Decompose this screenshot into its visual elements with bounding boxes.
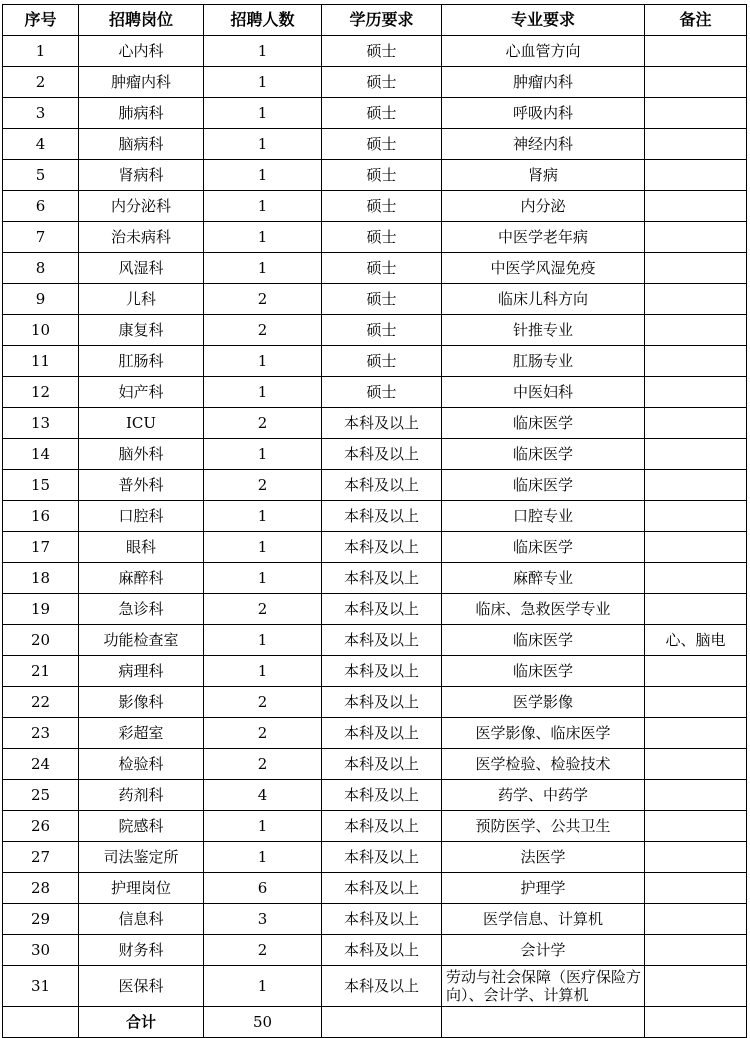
row-post: 药剂科 <box>79 780 204 811</box>
row-edu: 本科及以上 <box>322 439 442 470</box>
row-no: 9 <box>3 284 79 315</box>
table-row <box>3 532 747 563</box>
row-no: 15 <box>3 470 79 501</box>
row-major: 内分泌 <box>442 191 645 222</box>
row-no: 23 <box>3 718 79 749</box>
table-row <box>3 594 747 625</box>
table-row <box>3 780 747 811</box>
row-edu: 本科及以上 <box>322 842 442 873</box>
row-major: 临床医学 <box>442 470 645 501</box>
table-row <box>3 67 747 98</box>
row-post: 脑病科 <box>79 129 204 160</box>
total-major-cell <box>442 1007 645 1038</box>
row-post: 病理科 <box>79 656 204 687</box>
row-count: 2 <box>204 408 322 439</box>
header-edu: 学历要求 <box>322 5 442 36</box>
row-post: 院感科 <box>79 811 204 842</box>
row-count: 1 <box>204 129 322 160</box>
row-edu: 本科及以上 <box>322 749 442 780</box>
row-count: 1 <box>204 966 322 1007</box>
row-no: 20 <box>3 625 79 656</box>
row-edu: 硕士 <box>322 253 442 284</box>
row-edu: 本科及以上 <box>322 966 442 1007</box>
row-no: 26 <box>3 811 79 842</box>
table-row <box>3 439 747 470</box>
row-major: 麻醉专业 <box>442 563 645 594</box>
row-major: 预防医学、公共卫生 <box>442 811 645 842</box>
row-post: 检验科 <box>79 749 204 780</box>
row-no: 30 <box>3 935 79 966</box>
table-row <box>3 346 747 377</box>
row-note <box>645 253 747 284</box>
row-major: 神经内科 <box>442 129 645 160</box>
row-post: 护理岗位 <box>79 873 204 904</box>
row-count: 2 <box>204 718 322 749</box>
row-note <box>645 842 747 873</box>
row-edu: 硕士 <box>322 284 442 315</box>
row-major: 临床、急救医学专业 <box>442 594 645 625</box>
row-edu: 硕士 <box>322 315 442 346</box>
row-post: 信息科 <box>79 904 204 935</box>
row-edu: 硕士 <box>322 191 442 222</box>
table-row <box>3 377 747 408</box>
table-row <box>3 842 747 873</box>
row-no: 22 <box>3 687 79 718</box>
row-count: 2 <box>204 284 322 315</box>
row-edu: 硕士 <box>322 222 442 253</box>
row-post: 风湿科 <box>79 253 204 284</box>
row-note <box>645 439 747 470</box>
row-no: 8 <box>3 253 79 284</box>
table-row <box>3 191 747 222</box>
row-no: 13 <box>3 408 79 439</box>
row-note <box>645 532 747 563</box>
table-row <box>3 904 747 935</box>
row-post: 妇产科 <box>79 377 204 408</box>
row-count: 2 <box>204 470 322 501</box>
row-count: 1 <box>204 842 322 873</box>
row-no: 28 <box>3 873 79 904</box>
header-post: 招聘岗位 <box>79 5 204 36</box>
row-post: 康复科 <box>79 315 204 346</box>
row-no: 14 <box>3 439 79 470</box>
row-no: 3 <box>3 98 79 129</box>
row-edu: 本科及以上 <box>322 408 442 439</box>
row-no: 25 <box>3 780 79 811</box>
row-major: 肾病 <box>442 160 645 191</box>
row-count: 1 <box>204 377 322 408</box>
row-major: 临床儿科方向 <box>442 284 645 315</box>
row-post: 脑外科 <box>79 439 204 470</box>
row-edu: 本科及以上 <box>322 532 442 563</box>
row-count: 1 <box>204 563 322 594</box>
row-major: 护理学 <box>442 873 645 904</box>
row-major: 医学影像、临床医学 <box>442 718 645 749</box>
row-count: 1 <box>204 346 322 377</box>
row-count: 1 <box>204 98 322 129</box>
table-row <box>3 625 747 656</box>
row-count: 2 <box>204 935 322 966</box>
row-count: 1 <box>204 625 322 656</box>
header-major: 专业要求 <box>442 5 645 36</box>
row-note <box>645 904 747 935</box>
table-row <box>3 966 747 1007</box>
table-row <box>3 811 747 842</box>
table-row <box>3 687 747 718</box>
row-note <box>645 222 747 253</box>
row-count: 2 <box>204 749 322 780</box>
total-count: 50 <box>204 1007 322 1038</box>
row-note: 心、脑电 <box>645 625 747 656</box>
row-post: 内分泌科 <box>79 191 204 222</box>
row-edu: 本科及以上 <box>322 935 442 966</box>
table-row <box>3 284 747 315</box>
row-edu: 本科及以上 <box>322 904 442 935</box>
row-edu: 硕士 <box>322 67 442 98</box>
row-edu: 硕士 <box>322 129 442 160</box>
row-no: 19 <box>3 594 79 625</box>
row-major: 呼吸内科 <box>442 98 645 129</box>
row-count: 1 <box>204 532 322 563</box>
row-edu: 本科及以上 <box>322 501 442 532</box>
row-count: 1 <box>204 36 322 67</box>
row-note <box>645 656 747 687</box>
row-major: 中医妇科 <box>442 377 645 408</box>
row-note <box>645 284 747 315</box>
row-count: 6 <box>204 873 322 904</box>
row-edu: 硕士 <box>322 377 442 408</box>
total-row <box>3 1007 747 1038</box>
row-major: 临床医学 <box>442 408 645 439</box>
row-post: 治未病科 <box>79 222 204 253</box>
row-edu: 本科及以上 <box>322 594 442 625</box>
row-no: 6 <box>3 191 79 222</box>
table-row <box>3 470 747 501</box>
row-count: 2 <box>204 315 322 346</box>
table-row <box>3 718 747 749</box>
row-post: 肺病科 <box>79 98 204 129</box>
total-edu-cell <box>322 1007 442 1038</box>
table-row <box>3 315 747 346</box>
row-no: 5 <box>3 160 79 191</box>
row-major: 临床医学 <box>442 625 645 656</box>
row-note <box>645 501 747 532</box>
row-note <box>645 470 747 501</box>
row-post: 眼科 <box>79 532 204 563</box>
row-no: 11 <box>3 346 79 377</box>
row-edu: 本科及以上 <box>322 687 442 718</box>
header-count: 招聘人数 <box>204 5 322 36</box>
row-major: 法医学 <box>442 842 645 873</box>
row-post: 麻醉科 <box>79 563 204 594</box>
table-row <box>3 501 747 532</box>
row-no: 18 <box>3 563 79 594</box>
row-post: 医保科 <box>79 966 204 1007</box>
row-major: 中医学老年病 <box>442 222 645 253</box>
row-post: 肿瘤内科 <box>79 67 204 98</box>
row-major: 临床医学 <box>442 439 645 470</box>
table-row <box>3 36 747 67</box>
row-no: 7 <box>3 222 79 253</box>
row-count: 4 <box>204 780 322 811</box>
row-count: 1 <box>204 656 322 687</box>
row-post: 彩超室 <box>79 718 204 749</box>
row-note <box>645 935 747 966</box>
row-major: 临床医学 <box>442 532 645 563</box>
row-edu: 硕士 <box>322 36 442 67</box>
row-no: 2 <box>3 67 79 98</box>
row-post: 肾病科 <box>79 160 204 191</box>
row-count: 1 <box>204 160 322 191</box>
row-edu: 本科及以上 <box>322 811 442 842</box>
row-note <box>645 191 747 222</box>
row-post: ICU <box>79 408 204 439</box>
row-no: 24 <box>3 749 79 780</box>
row-note <box>645 873 747 904</box>
table-row <box>3 129 747 160</box>
table-row <box>3 160 747 191</box>
row-no: 16 <box>3 501 79 532</box>
table-row <box>3 656 747 687</box>
table-row <box>3 253 747 284</box>
total-label: 合计 <box>79 1007 204 1038</box>
row-no: 21 <box>3 656 79 687</box>
row-count: 1 <box>204 501 322 532</box>
row-post: 司法鉴定所 <box>79 842 204 873</box>
total-no-cell <box>3 1007 79 1038</box>
row-note <box>645 160 747 191</box>
row-post: 心内科 <box>79 36 204 67</box>
row-major: 医学影像 <box>442 687 645 718</box>
table-row <box>3 873 747 904</box>
row-note <box>645 129 747 160</box>
table-row <box>3 408 747 439</box>
row-edu: 硕士 <box>322 346 442 377</box>
row-note <box>645 36 747 67</box>
row-no: 10 <box>3 315 79 346</box>
row-major: 口腔专业 <box>442 501 645 532</box>
row-note <box>645 377 747 408</box>
header-note: 备注 <box>645 5 747 36</box>
row-note <box>645 718 747 749</box>
table-row <box>3 749 747 780</box>
row-major: 劳动与社会保障（医疗保险方向）、会计学、计算机 <box>442 966 645 1007</box>
row-note <box>645 749 747 780</box>
row-note <box>645 687 747 718</box>
row-edu: 本科及以上 <box>322 563 442 594</box>
row-post: 普外科 <box>79 470 204 501</box>
row-no: 27 <box>3 842 79 873</box>
row-count: 2 <box>204 594 322 625</box>
row-count: 1 <box>204 253 322 284</box>
row-count: 2 <box>204 687 322 718</box>
row-count: 3 <box>204 904 322 935</box>
row-no: 12 <box>3 377 79 408</box>
row-major: 临床医学 <box>442 656 645 687</box>
row-no: 31 <box>3 966 79 1007</box>
row-post: 影像科 <box>79 687 204 718</box>
table-row <box>3 98 747 129</box>
row-note <box>645 67 747 98</box>
row-count: 1 <box>204 191 322 222</box>
recruitment-table <box>2 4 747 1038</box>
header-row <box>3 5 747 36</box>
row-no: 29 <box>3 904 79 935</box>
row-count: 1 <box>204 811 322 842</box>
total-note-cell <box>645 1007 747 1038</box>
row-post: 肛肠科 <box>79 346 204 377</box>
table-row <box>3 935 747 966</box>
row-edu: 硕士 <box>322 98 442 129</box>
row-count: 1 <box>204 439 322 470</box>
row-note <box>645 98 747 129</box>
row-post: 财务科 <box>79 935 204 966</box>
table-row <box>3 563 747 594</box>
row-edu: 本科及以上 <box>322 718 442 749</box>
row-note <box>645 780 747 811</box>
row-major: 心血管方向 <box>442 36 645 67</box>
row-count: 1 <box>204 222 322 253</box>
row-edu: 本科及以上 <box>322 873 442 904</box>
row-post: 急诊科 <box>79 594 204 625</box>
row-major: 会计学 <box>442 935 645 966</box>
row-note <box>645 315 747 346</box>
row-edu: 硕士 <box>322 160 442 191</box>
row-note <box>645 811 747 842</box>
row-edu: 本科及以上 <box>322 656 442 687</box>
row-major: 医学检验、检验技术 <box>442 749 645 780</box>
row-edu: 本科及以上 <box>322 625 442 656</box>
row-no: 4 <box>3 129 79 160</box>
table-row <box>3 222 747 253</box>
row-edu: 本科及以上 <box>322 780 442 811</box>
row-post: 口腔科 <box>79 501 204 532</box>
row-major: 药学、中药学 <box>442 780 645 811</box>
row-edu: 本科及以上 <box>322 470 442 501</box>
row-post: 儿科 <box>79 284 204 315</box>
row-note <box>645 408 747 439</box>
row-major: 肛肠专业 <box>442 346 645 377</box>
row-note <box>645 966 747 1007</box>
row-count: 1 <box>204 67 322 98</box>
row-no: 1 <box>3 36 79 67</box>
row-note <box>645 346 747 377</box>
row-no: 17 <box>3 532 79 563</box>
row-post: 功能检查室 <box>79 625 204 656</box>
row-major: 医学信息、计算机 <box>442 904 645 935</box>
row-major: 中医学风湿免疫 <box>442 253 645 284</box>
header-no: 序号 <box>3 5 79 36</box>
row-note <box>645 563 747 594</box>
row-major: 肿瘤内科 <box>442 67 645 98</box>
row-note <box>645 594 747 625</box>
row-major: 针推专业 <box>442 315 645 346</box>
